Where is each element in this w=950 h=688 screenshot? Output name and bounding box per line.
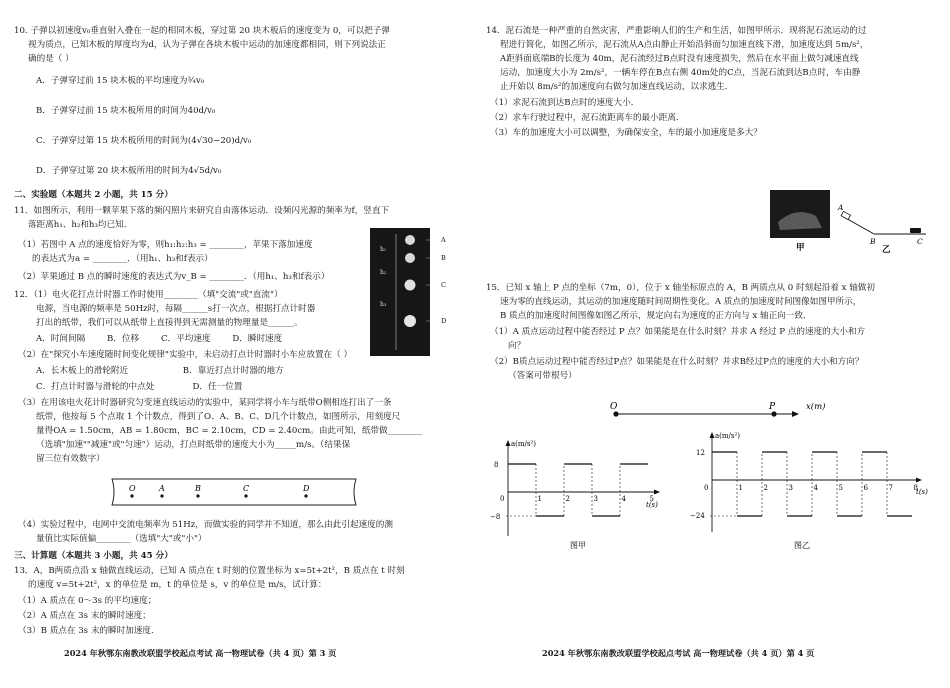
q11-part1a: （1）若图中 A 点的速度恰好为零，则h₁:h₂:h₃ = ________，苹果下落加速度 xyxy=(18,240,313,250)
q14-part3: （3）车的加速度大小可以调整，为确保安全，车的最小加速度是多大？ xyxy=(490,128,762,138)
point-c-label: C xyxy=(917,237,923,246)
label-h3: h₃ xyxy=(380,301,387,308)
graph-b-t-arrow xyxy=(916,478,922,483)
label-d: D xyxy=(441,317,447,325)
q12-part2: （2）在"探究小车速度随时间变化规律"实验中，未启动打点计时器时小车应放置在（ ） xyxy=(18,350,353,360)
q10-option-b: B．子弹穿过前 15 块木板所用的时间为40d/v₀ xyxy=(36,106,216,116)
mudslide-figures xyxy=(756,186,934,256)
graph-xtick-label: 4 xyxy=(621,495,626,503)
graph-a-ytick-neg8: −8 xyxy=(490,513,501,521)
q14-part2: （2）求车行驶过程中，泥石流距离车的最小距离． xyxy=(490,113,685,123)
graph-b-a-arrow xyxy=(710,432,715,438)
label-h2: h₂ xyxy=(380,269,387,276)
q10-option-c: C．子弹穿过第 15 块木板所用的时间为(4√30−20)d/v₀ xyxy=(36,136,252,146)
label-c: C xyxy=(441,281,446,289)
tape-point-c xyxy=(244,494,247,497)
paper-tape-figure xyxy=(110,476,362,508)
q11-line1: 11．如图所示，利用一颗苹果下落的频闪照片来研究自由落体运动．设频闪光源的频率为f，竖直下 xyxy=(14,206,390,216)
origin-point xyxy=(613,411,618,416)
q15-line1: 15．已知 x 轴上 P 点的坐标（7m，0），位于 x 轴坐标原点的 A，B 两质点从 0 时刻起沿着 x 轴做初 xyxy=(486,283,875,293)
q12-line1: 12．（1）电火花打点计时器工作时使用________（填"交流"或"直流"） xyxy=(14,290,283,300)
q11-line2: 落距离h₁、h₂和h₃均已知． xyxy=(28,220,133,230)
graph-xtick-label: 1 xyxy=(537,495,542,503)
apple-d xyxy=(404,315,416,327)
q13-line2: 的速度 v=5t+2t²，x 的单位是 m，t 的单位是 s，v 的单位是 m/s，试计算： xyxy=(28,580,327,590)
figure-yi-label: 乙 xyxy=(882,245,891,255)
q12-part2-cd: C．打点计时器与滑轮的中点处 D．任一位置 xyxy=(36,382,243,392)
q15-part2a: （2）B质点运动过程中能否经过P点？如果能是在什么时刻？并求B经过P点的速度的大小和方向？ xyxy=(490,357,864,367)
graph-xtick-label: 6 xyxy=(863,484,868,492)
apple-a xyxy=(405,235,415,245)
graph-a-xticks xyxy=(500,495,654,503)
q13-line1: 13．A，B两质点沿 x 轴做直线运动，已知 A 质点在 t 时刻的位置坐标为 x=5t+2t²，B 质点在 t 时刻 xyxy=(14,566,405,576)
right-page xyxy=(486,0,936,688)
tape-point-a xyxy=(160,494,163,497)
photo-background xyxy=(370,228,430,356)
graph-xtick-label: 0 xyxy=(500,495,505,503)
q14-part1: （1）求泥石流到达B点时的速度大小． xyxy=(490,98,640,108)
graph-xtick-label: 2 xyxy=(763,484,768,492)
graph-xtick-label: 3 xyxy=(593,495,598,503)
tape-point-b xyxy=(196,494,199,497)
q13-part2: （2）A 质点在 3s 末的瞬时速度； xyxy=(18,611,151,621)
tape-label-a: A xyxy=(159,484,165,493)
graph-a-ytick-8: 8 xyxy=(494,461,499,469)
car-body xyxy=(910,228,921,233)
q14-line3: A距斜面底端B的长度为 40m，泥石流经过B点时没有速度损失，然后在水平面上做匀减速直线 xyxy=(500,54,859,64)
q12-options-1: A．时间间隔 B．位移 C．平均速度 D．瞬时速度 xyxy=(36,334,283,344)
tape-point-o xyxy=(130,494,133,497)
q15-line3: B 质点的加速度时间图像如图乙所示，规定向右为速度的正方向与 x 轴正向一致． xyxy=(500,311,812,321)
q13-part3: （3）B 质点在 3s 末的瞬时加速度． xyxy=(18,626,160,636)
q12-part4a: （4）实验过程中，电网中交流电频率为 51Hz，而做实验的同学并不知道，那么由此引起速度的测 xyxy=(18,520,393,530)
q12-part3b: 纸带，他按每 5 个点取 1 个计数点，得到了O、A、B、C、D几个计数点，如图所示，用刻度尺 xyxy=(36,412,401,422)
q12-part3c: 量得OA = 1.50cm，AB = 1.80cm，BC = 2.10cm，CD = 2.40cm。由此可知，纸带做________ xyxy=(36,426,423,436)
paper-tape xyxy=(112,479,356,505)
q12-part3a: （3）在用该电火花计时器研究匀变速直线运动的实验中，某同学将小车与纸带O侧相连打出了一条 xyxy=(18,398,392,408)
tape-point-d xyxy=(304,494,307,497)
q10-line2: 视为质点，已知木板的厚度均为d，认为子弹在各块木板中运动的加速度都相同，则下列说法正 xyxy=(28,40,386,50)
q10-line3: 确的是（ ） xyxy=(28,54,74,64)
q15-part1a: （1）A 质点运动过程中能否经过 P 点？如果能是在什么时刻？并求 A 经过 P 点的速度的大小和方 xyxy=(490,327,866,337)
q11-part1b: 的表达式为a = ________．（用h₁、h₃和f表示） xyxy=(32,254,213,264)
tape-label-b: B xyxy=(195,484,201,493)
graph-b xyxy=(690,426,936,552)
point-a-label: A xyxy=(838,203,844,212)
footer-page-4: 2024 年秋鄂东南教改联盟学校起点考试 高一物理试卷（共 4 页）第 4 页 xyxy=(542,648,815,658)
section-3-heading: 三、计算题（本题共 3 小题，共 45 分） xyxy=(14,551,173,561)
q14-line5: 止开始以 8m/s²的加速度向右做匀加速直线运动，以求逃生． xyxy=(500,82,734,92)
footer-page-3: 2024 年秋鄂东南教改联盟学校起点考试 高一物理试卷（共 4 页）第 3 页 xyxy=(64,648,337,658)
q15-part2b: （答案可带根号） xyxy=(508,371,577,381)
q12-line3: 打出的纸带，我们可以从纸带上直接得到无需测量的物理量是______。 xyxy=(36,318,303,328)
graph-xtick-label: 5 xyxy=(649,495,654,503)
graph-a-xlabel: t(s) xyxy=(646,501,658,509)
origin-label: O xyxy=(610,402,618,412)
graph-b-xticks xyxy=(704,484,918,492)
q12-part4b: 量值比实际值偏________（选填"大"或"小"） xyxy=(36,534,207,544)
label-h1: h₁ xyxy=(380,246,387,253)
graph-b-title: 图乙 xyxy=(794,541,810,550)
left-page xyxy=(14,0,474,688)
label-b: B xyxy=(441,254,446,262)
tape-label-o: O xyxy=(129,484,136,493)
q15-part1b: 向？ xyxy=(508,341,526,351)
q14-line1: 14．泥石流是一种严重的自然灾害，严重影响人们的生产和生活，如图甲所示．现将泥石流运动的过 xyxy=(486,26,867,36)
graph-a-a-arrow xyxy=(506,440,511,446)
graph-a xyxy=(486,436,676,552)
graph-xtick-label: 0 xyxy=(704,484,709,492)
q10-option-d: D．子弹穿过第 20 块木板所用的时间为4√5d/v₀ xyxy=(36,166,222,176)
q12-part3d: （选填"加速""减速"或"匀速"）运动，打点时纸带的速度大小为_____m/s。（结果保 xyxy=(36,440,351,450)
point-b-label: B xyxy=(870,237,876,246)
x-axis-arrow xyxy=(792,411,799,417)
apple-c xyxy=(405,280,416,291)
x-axis-figure xyxy=(596,398,836,426)
q12-line2: 电源，当电源的频率是 50Hz时，每隔______s打一次点，根据打点计时器 xyxy=(36,304,316,314)
graph-b-ylabel: a(m/s²) xyxy=(715,432,741,440)
mud-block xyxy=(841,211,850,219)
tape-label-c: C xyxy=(243,484,250,493)
x-axis-label: x(m) xyxy=(806,402,826,412)
point-p-label: P xyxy=(769,402,776,412)
q14-line4: 运动，加速度大小为 2m/s²，一辆车停在B点右侧 40m处的C点，当泥石流到达B点时，车由静 xyxy=(500,68,861,78)
apple-strobe-photo xyxy=(370,228,450,356)
q10-line1: 10. 子弹以初速度v₀垂直射入叠在一起的相同木板，穿过第 20 块木板后的速度变为 0，可以把子弹 xyxy=(14,26,390,36)
q14-line2: 程进行简化，如图乙所示，泥石流从A点由静止开始沿斜面匀加速直线下滑，加速度达到 5m/s²， xyxy=(500,40,869,50)
q15-line2: 速为零的直线运动，其运动的加速度随时间周期性变化。A 质点的加速度时间图像如图甲所示， xyxy=(500,297,862,307)
graph-a-ylabel: a(m/s²) xyxy=(511,440,537,448)
label-a: A xyxy=(441,236,446,244)
q10-option-a: A．子弹穿过前 15 块木板的平均速度为¾v₀ xyxy=(36,76,205,86)
graph-b-ytick-neg24: −24 xyxy=(690,512,705,520)
graph-a-title: 图甲 xyxy=(570,541,586,550)
q11-part2: （2）苹果通过 B 点的瞬时速度的表达式为v_B = ________．（用h₁、h₃和f表示） xyxy=(18,272,330,282)
section-2-heading: 二、实验题（本题共 2 小题，共 15 分） xyxy=(14,190,173,200)
graph-xtick-label: 4 xyxy=(813,484,818,492)
graph-a-series xyxy=(506,464,648,516)
graph-xtick-label: 3 xyxy=(788,484,793,492)
graph-xtick-label: 5 xyxy=(838,484,843,492)
graph-xtick-label: 8 xyxy=(913,484,918,492)
graph-xtick-label: 7 xyxy=(888,484,893,492)
q12-part3e: 留三位有效数字） xyxy=(36,454,105,464)
graph-b-ytick-12: 12 xyxy=(696,449,705,457)
graph-a-t-arrow xyxy=(654,490,660,495)
point-p xyxy=(771,411,776,416)
apple-b xyxy=(405,253,415,263)
graph-xtick-label: 2 xyxy=(565,495,570,503)
q13-part1: （1）A 质点在 0～3s 的平均速度； xyxy=(18,596,157,606)
figure-jia-label: 甲 xyxy=(796,243,805,253)
tape-label-d: D xyxy=(303,484,310,493)
graph-b-xlabel: t(s) xyxy=(916,488,928,496)
graph-xtick-label: 1 xyxy=(738,484,743,492)
q12-part2-ab: A．长木板上的滑轮附近 B．靠近打点计时器的地方 xyxy=(36,366,284,376)
